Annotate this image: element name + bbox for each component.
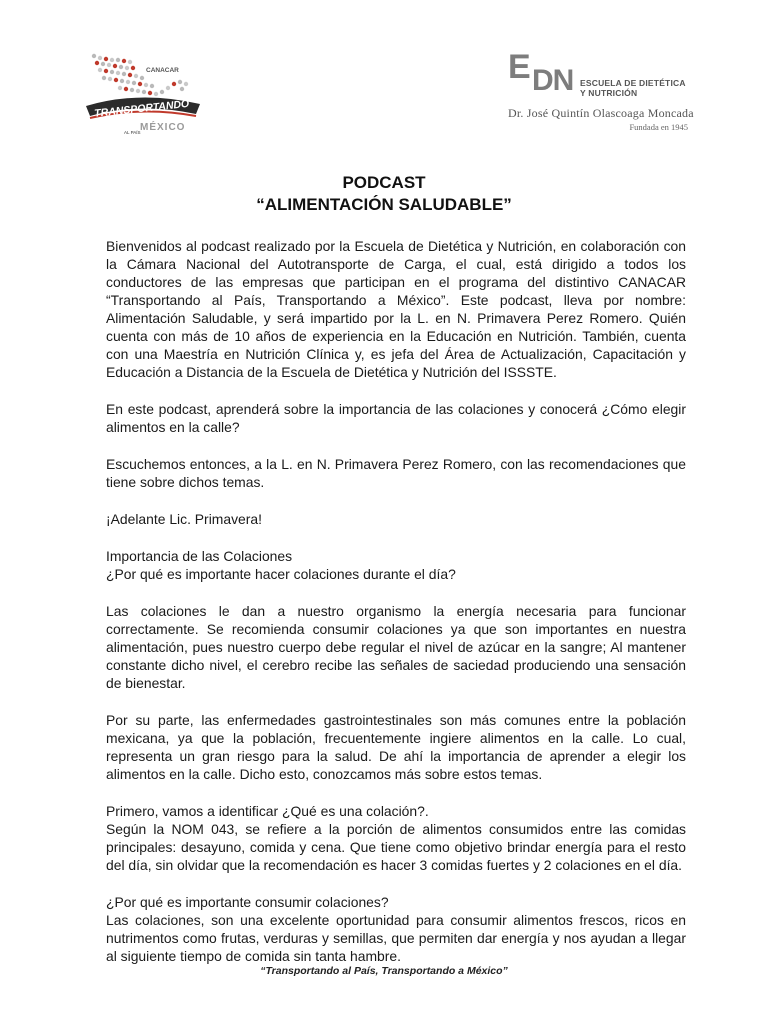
benefits-block xyxy=(106,893,686,965)
mexico-bottom-text: MÉXICO xyxy=(140,122,186,133)
question-heading-1: ¿Por qué es importante hacer colaciones durante el día? xyxy=(106,566,456,582)
title-line-topic: “ALIMENTACIÓN SALUDABLE” xyxy=(256,195,512,214)
definition-block xyxy=(106,802,686,874)
page-footer-slogan: “Transportando al País, Transportando a México” xyxy=(260,965,508,977)
speaker-intro-paragraph: Escuchemos entonces, a la L. en N. Primavera Perez Romero, con las recomendaciones que tiene sobre dichos temas. xyxy=(106,456,686,490)
edn-school-logo xyxy=(508,50,698,140)
edn-school-name-line2: Y NUTRICIÓN xyxy=(580,88,638,98)
title-line-podcast: PODCAST xyxy=(342,173,426,192)
mexico-map-dots-icon xyxy=(92,54,188,96)
greeting-paragraph: ¡Adelante Lic. Primavera! xyxy=(106,511,262,527)
section-block-colaciones xyxy=(106,547,686,583)
section-heading: Importancia de las Colaciones xyxy=(106,548,293,564)
definition-paragraph: Según la NOM 043, se refiere a la porción de alimentos consumidos entre las comidas principales: desayuno, comida y cena. Que tiene como objetivo brindar energía para el resto del día, sin olvidar que la recomendación es hacer 3 comidas fuertes y 2 colaciones en el día. xyxy=(106,821,686,873)
canacar-transportando-logo xyxy=(80,48,210,138)
edn-mark-dn: DN xyxy=(532,64,574,97)
question-heading-2: ¿Por qué es importante consumir colaciones? xyxy=(106,894,389,910)
document-title xyxy=(0,172,768,216)
podcast-scope-paragraph: En este podcast, aprenderá sobre la importancia de las colaciones y conocerá ¿Cómo elegir alimentos en la calle? xyxy=(106,401,686,435)
al-pais-tiny-text: AL PAÍS xyxy=(124,130,141,135)
edn-school-name-line1: ESCUELA DE DIETÉTICA xyxy=(580,78,686,88)
document-body xyxy=(106,237,686,965)
edn-mark-icon xyxy=(508,50,578,98)
edn-founded-year: Fundada en 1945 xyxy=(629,122,688,132)
intro-paragraph: Bienvenidos al podcast realizado por la Escuela de Dietética y Nutrición, en colaboración con la Cámara Nacional del Autotransporte de Carga, el cual, está dirigido a todos los conductores de las empresas que participan en el programa del distintivo CANACAR “Transportando al País, Transportando a México”. Este podcast, lleva por nombre: Alimentación Saludable, y será impartido por la L. en N. Primavera Perez Romero. Quién cuenta con más de 10 años de experiencia en la Educación en Nutrición. También, cuenta con una Maestría en Nutrición Clínica y, es jefa del Área de Actualización, Capacitación y Educación a Distancia de la Escuela de Dietética y Nutrición del ISSSTE. xyxy=(106,238,686,380)
colaciones-energy-paragraph: Las colaciones le dan a nuestro organismo la energía necesaria para funcionar correctamente. Se recomienda consumir colaciones ya que son importantes en nuestra alimentación, pues nuestro cuerpo debe regular el nivel de azúcar en la sangre; Al mantener constante dicho nivel, el cerebro recibe las señales de saciedad produciendo una sensación de bienestar. xyxy=(106,603,686,691)
definition-question: Primero, vamos a identificar ¿Qué es una colación?. xyxy=(106,803,429,819)
gastrointestinal-paragraph: Por su parte, las enfermedades gastrointestinales son más comunes entre la población mexicana, ya que la población, frecuentemente ingiere alimentos en la calle. Lo cual, representa un gran riesgo para la salud. De ahí la importancia de aprender a elegir los alimentos en la calle. Dicho esto, conozcamos más sobre estos temas. xyxy=(106,712,686,782)
benefits-paragraph: Las colaciones, son una excelente oportunidad para consumir alimentos frescos, ricos en nutrimentos como frutas, verduras y semillas, que permiten dar energía y nos ayudan a llegar al siguiente tiempo de comida sin tanta hambre. xyxy=(106,912,686,964)
canacar-small-text: CANACAR xyxy=(146,67,179,74)
edn-mark-e: E xyxy=(508,48,530,86)
edn-founder-name: Dr. José Quintín Olascoaga Moncada xyxy=(508,106,694,120)
page-header xyxy=(0,0,768,150)
transportando-banner-text: TRANSPORTANDO xyxy=(93,97,190,120)
